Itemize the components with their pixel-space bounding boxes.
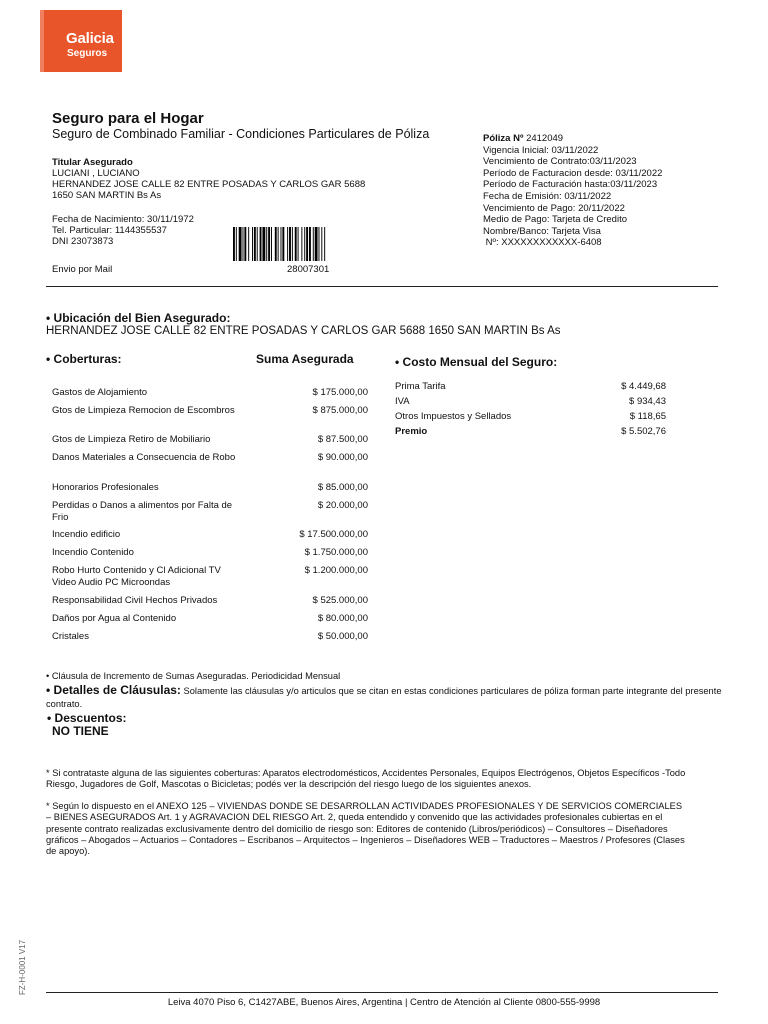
barcode-bar [275, 227, 277, 261]
barcode-bar [309, 227, 311, 261]
coverage-value: $ 87.500,00 [317, 434, 368, 445]
holder-birth: Fecha de Nacimiento: 30/11/1972 [52, 214, 194, 225]
increment-clause: • Cláusula de Incremento de Sumas Aseguradas. Periodicidad Mensual [46, 671, 341, 681]
holder-personal [52, 214, 194, 247]
coverages-title: • Coberturas: [46, 352, 122, 366]
policy-info [483, 133, 662, 249]
coverage-value: $ 20.000,00 [317, 500, 368, 511]
policy-line: Período de Facturacion desde: 03/11/2022 [483, 167, 663, 179]
barcode-bar [244, 227, 246, 261]
cost-value: $ 4.449,68 [621, 381, 666, 392]
barcode-bar [282, 227, 284, 261]
note-annex-125: * Según lo dispuesto en el ANEXO 125 – VIVIENDAS DONDE SE DESARROLLAN ACTIVIDADES PROFESIONALES Y DE SERVICIOS COMERCIALES – BIENES ASEGURADOS Art. 1 y AGRAVACION DEL RIESGO Art. 2, queda entendido y convenido que las actividades profesionales cubiertas en el presente contrato realizadas exclusivamente dentro del domicilio de riesgo son: Editores de contenido (Libros/periódicos) – Consultores – Diseñadores gráficos – Abogados – Actuarios – Contadores – Escribanos – Arquitectos – Ingenieros – Diseñadores WEB – Traductores – Maestros / Profesores (Clases de apoyo). [46, 801, 685, 857]
cost-value: $ 5.502,76 [621, 426, 666, 437]
coverage-label: Gastos de Alojamiento [52, 387, 148, 398]
coverage-value: $ 17.500.000,00 [299, 529, 368, 540]
barcode-bar [304, 227, 305, 261]
galicia-seguros-logo [40, 10, 122, 72]
note-coverages: * Si contrataste alguna de las siguientes coberturas: Aparatos electrodomésticos, Accidentes Personales, Equipos Electrógenos, Objetos Específicos -Todo Riesgo, Jugadores de Golf, Mascotas o Bicicletas; podés ver la descripción del riesgo luego de los siguientes anexos. [46, 768, 686, 790]
coverage-value: $ 175.000,00 [312, 387, 368, 398]
barcode-bar [313, 227, 314, 261]
barcode-image [233, 227, 355, 261]
location-title: • Ubicación del Bien Asegurado: [46, 311, 231, 325]
divider-top [46, 286, 718, 287]
barcode-bar [321, 227, 322, 261]
barcode-bar [262, 227, 265, 261]
coverage-label: Cristales [52, 631, 89, 642]
coverage-value: $ 90.000,00 [317, 452, 368, 463]
policy-line: Vigencia Inicial: 03/11/2022 [483, 144, 599, 156]
barcode-bar [301, 227, 302, 261]
barcode-bar [319, 227, 320, 261]
cost-label: IVA [395, 396, 410, 407]
coverage-label: Perdidas o Danos a alimentos por Falta de Frio [52, 500, 233, 523]
barcode-bar [292, 227, 293, 261]
logo-brand-sub: Seguros [67, 48, 108, 59]
coverage-label: Responsabilidad Civil Hechos Privados [52, 595, 218, 606]
coverage-value: $ 875.000,00 [312, 405, 368, 416]
holder-block [52, 157, 365, 201]
delivery-code: 28007301 [287, 264, 330, 275]
barcode-bar [260, 227, 262, 261]
coverage-label: Gtos de Limpieza Retiro de Mobiliario [52, 434, 211, 445]
policy-line: Período de Facturación hasta:03/11/2023 [483, 179, 658, 191]
barcode-bar [295, 227, 297, 261]
coverage-label: Robo Hurto Contenido y Cl Adicional TV Video Audio PC Microondas [52, 565, 221, 588]
coverages-amount-title: Suma Asegurada [256, 352, 354, 366]
policy-line: Vencimiento de Contrato:03/11/2023 [483, 156, 637, 168]
cost-label: Premio [395, 426, 428, 437]
barcode-bar [287, 227, 288, 261]
cost-value: $ 934,43 [629, 396, 666, 407]
policy-line: Nº: XXXXXXXXXXXX-6408 [483, 237, 602, 249]
footer-address: Leiva 4070 Piso 6, C1427ABE, Buenos Aires, Argentina | Centro de Atención al Cliente 0800-555-9998 [167, 997, 601, 1008]
barcode-bar [298, 227, 299, 261]
location-address: HERNANDEZ JOSE CALLE 82 ENTRE POSADAS Y CARLOS GAR 5688 1650 SAN MARTIN Bs As [46, 325, 561, 337]
holder-label: Titular Asegurado [52, 157, 133, 168]
barcode-bar [278, 227, 279, 261]
barcode-bar [239, 227, 242, 261]
barcode-bar [233, 227, 235, 261]
holder-address-2: 1650 SAN MARTIN Bs As [52, 190, 162, 201]
coverage-label: Gtos de Limpieza Remocion de Escombros [52, 405, 235, 416]
barcode-bar [268, 227, 270, 261]
clause-details-title: • Detalles de Cláusulas: [46, 683, 181, 697]
barcode-bar [271, 227, 272, 261]
policy-line: Vencimiento de Pago: 20/11/2022 [483, 202, 625, 214]
holder-address-1: HERNANDEZ JOSE CALLE 82 ENTRE POSADAS Y CARLOS GAR 5688 [52, 179, 366, 190]
barcode-bar [289, 227, 291, 261]
policy-line: Fecha de Emisión: 03/11/2022 [483, 190, 612, 202]
cost-label: Prima Tarifa [395, 381, 446, 392]
policy-line: Nombre/Banco: Tarjeta Visa [483, 225, 601, 237]
barcode-bar [248, 227, 249, 261]
barcode-bar [266, 227, 267, 261]
coverage-value: $ 1.200.000,00 [304, 565, 368, 576]
coverage-value: $ 1.750.000,00 [304, 547, 368, 558]
form-code-vertical: FZ-H-0001 V17 [18, 939, 27, 995]
coverage-value: $ 85.000,00 [317, 482, 368, 493]
cost-label: Otros Impuestos y Sellados [395, 411, 512, 422]
clause-details [46, 684, 722, 711]
coverage-label: Daños por Agua al Contenido [52, 613, 177, 624]
barcode-bar [252, 227, 253, 261]
coverage-label: Incendio edificio [52, 529, 121, 540]
delivery-method: Envio por Mail [52, 264, 113, 275]
barcode-bar [281, 227, 282, 261]
policy-line: Medio de Pago: Tarjeta de Credito [483, 214, 627, 226]
barcode-bar [243, 227, 244, 261]
barcode-bar [315, 227, 318, 261]
holder-name: LUCIANI , LUCIANO [52, 168, 140, 179]
cost-value: $ 118,65 [629, 411, 666, 422]
coverage-label: Incendio Contenido [52, 547, 134, 558]
policy-number-line [483, 133, 662, 145]
coverage-value: $ 525.000,00 [312, 595, 368, 606]
barcode-bar [236, 227, 237, 261]
logo-brand-name: Galicia [66, 30, 114, 47]
coverage-value: $ 80.000,00 [317, 613, 368, 624]
holder-dni: DNI 23073873 [52, 236, 114, 247]
page-title: Seguro para el Hogar [52, 110, 204, 127]
barcode-bar [324, 227, 325, 261]
policy-number: 2412049 [526, 133, 564, 144]
divider-bottom [46, 992, 718, 993]
barcode-bar [254, 227, 256, 261]
barcode-bar [257, 227, 258, 261]
clause-details-text: Solamente las cláusulas y/o articulos que se citan en estas condiciones particulares de póliza forman parte integrante del presente contrato. [46, 686, 722, 709]
page-subtitle: Seguro de Combinado Familiar - Condiciones Particulares de Póliza [52, 127, 430, 141]
holder-phone: Tel. Particular: 1144355537 [52, 225, 167, 236]
coverage-value: $ 50.000,00 [317, 631, 368, 642]
discounts-value: NO TIENE [52, 724, 109, 738]
policy-number-label: Póliza Nº [483, 133, 524, 144]
coverage-label: Honorarios Profesionales [52, 482, 159, 493]
coverage-label: Danos Materiales a Consecuencia de Robo [52, 452, 236, 463]
barcode-bar [306, 227, 308, 261]
discounts-title: • Descuentos: [47, 711, 127, 725]
cost-title: • Costo Mensual del Seguro: [395, 355, 558, 369]
logo-stripe [40, 10, 44, 72]
